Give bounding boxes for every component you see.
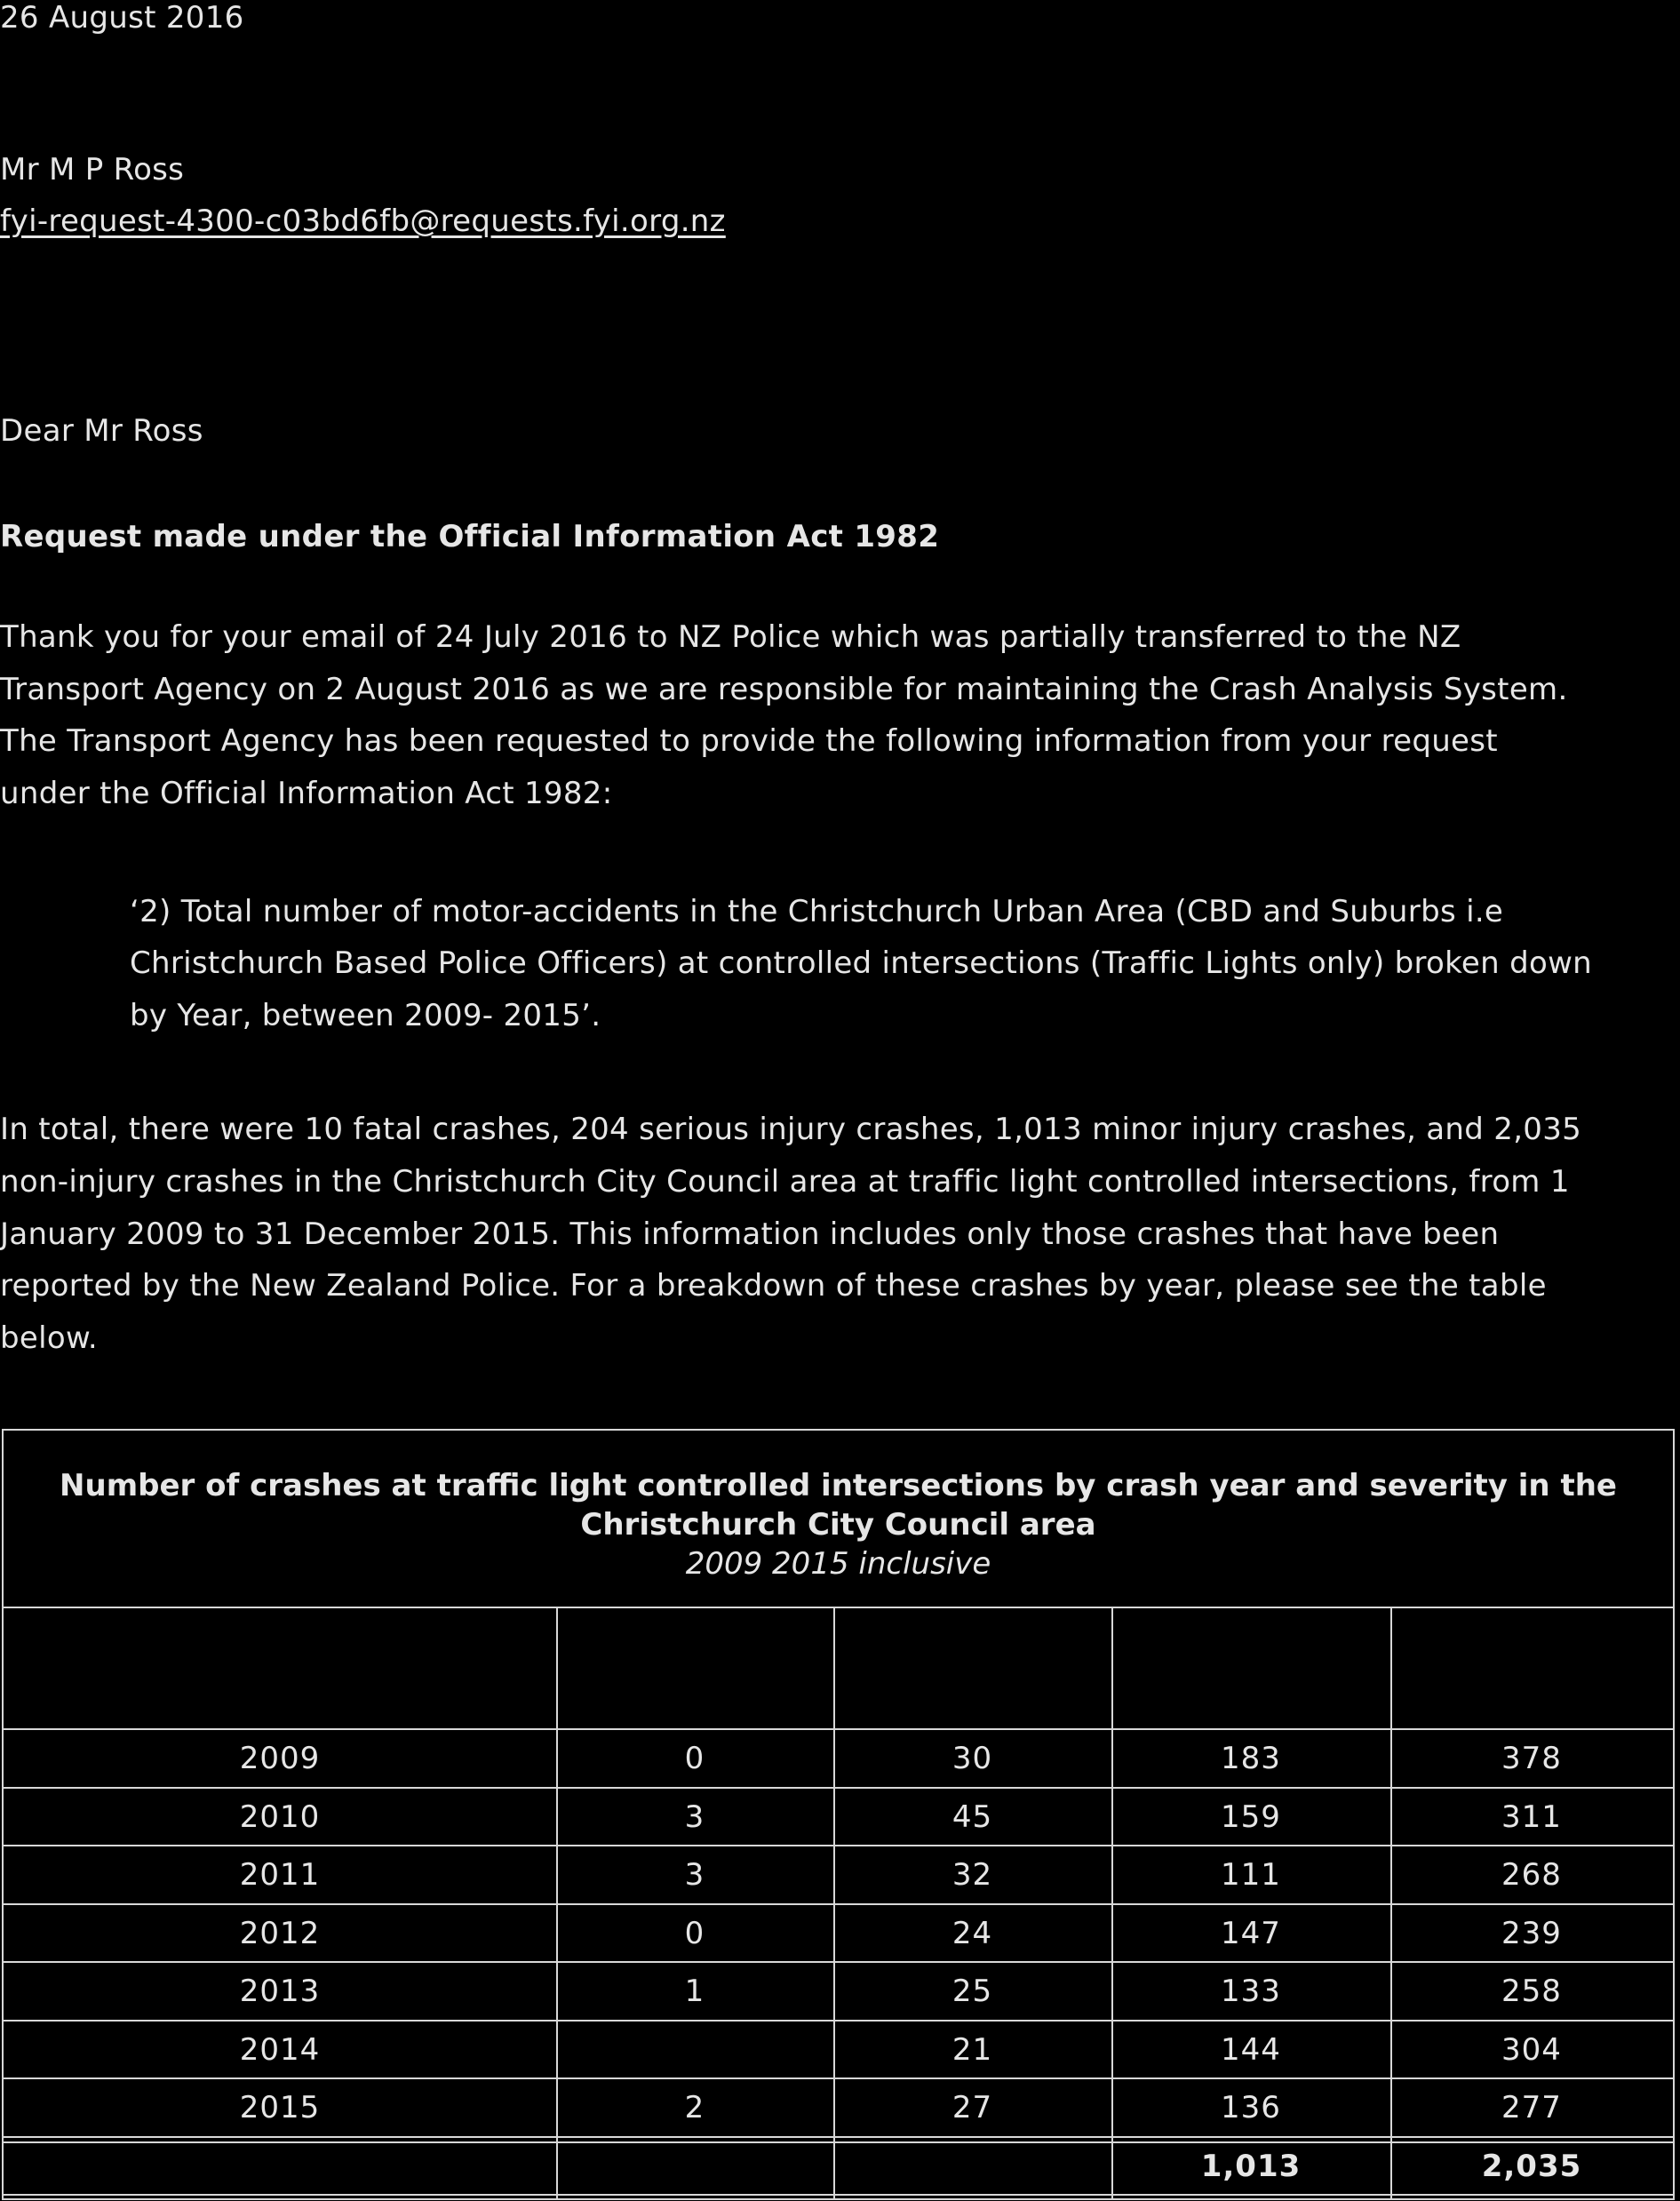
intro-line: Thank you for your email of 24 July 2016 to NZ Police which was partially transferred to the NZ <box>0 619 1461 655</box>
summary-line: reported by the New Zealand Police. For a breakdown of these crashes by year, please see the table <box>0 1268 1547 1304</box>
table-cell: 0 <box>684 1915 705 1951</box>
table-cell: 268 <box>1501 1857 1562 1893</box>
table-row-divider <box>4 2077 1673 2079</box>
table-cell: 27 <box>951 2090 993 2125</box>
quote-line: by Year, between 2009- 2015’. <box>130 998 601 1033</box>
table-cell: 258 <box>1501 1974 1562 2009</box>
table-cell: 183 <box>1221 1741 1281 1776</box>
table-cell: 2010 <box>239 1798 321 1835</box>
table-cell: 144 <box>1221 2031 1281 2068</box>
table-cell: 304 <box>1501 2031 1562 2068</box>
table-row-divider <box>4 1845 1673 1846</box>
quote-line: ‘2) Total number of motor-accidents in the Christchurch Urban Area (CBD and Suburbs i.e <box>130 894 1504 929</box>
intro-line: under the Official Information Act 1982: <box>0 776 613 811</box>
letter-date: 26 August 2016 <box>0 0 244 36</box>
table-cell: 378 <box>1501 1741 1562 1776</box>
table-totals-double-rule <box>4 2141 1673 2143</box>
table-cell: 2 <box>684 2090 705 2125</box>
intro-line: Transport Agency on 2 August 2016 as we are responsible for maintaining the Crash Analysis System. <box>0 672 1568 707</box>
table-cell: 1 <box>684 1974 705 2009</box>
table-cell: 32 <box>951 1857 993 1893</box>
table-title-line: Christchurch City Council area <box>580 1507 1096 1543</box>
table-cell: 111 <box>1221 1857 1281 1893</box>
table-row-divider <box>4 2194 1673 2196</box>
table-cell: 277 <box>1501 2090 1562 2125</box>
table-cell: 2014 <box>239 2031 321 2068</box>
table-cell: 2015 <box>239 2090 321 2125</box>
recipient-name: Mr M P Ross <box>0 152 185 187</box>
table-cell: 0 <box>684 1741 705 1776</box>
quote-line: Christchurch Based Police Officers) at controlled intersections (Traffic Lights only) broken down <box>130 945 1593 981</box>
table-subtitle: 2009 2015 inclusive <box>685 1546 991 1582</box>
table-title-block <box>4 1431 1673 1608</box>
table-cell: 3 <box>684 1857 705 1893</box>
salutation: Dear Mr Ross <box>0 413 203 449</box>
table-cell: 311 <box>1501 1798 1562 1835</box>
subject-heading: Request made under the Official Information Act 1982 <box>0 519 940 554</box>
summary-line: non-injury crashes in the Christchurch City Council area at traffic light controlled intersections, from 1 <box>0 1164 1570 1200</box>
table-total-cell: 2,035 <box>1481 2148 1582 2184</box>
table-cell: 133 <box>1221 1974 1281 2009</box>
table-row-divider <box>4 1961 1673 1963</box>
table-cell: 30 <box>951 1741 993 1776</box>
crash-table <box>2 1429 1675 2200</box>
table-cell: 2013 <box>239 1974 321 2009</box>
table-cell: 45 <box>951 1798 993 1835</box>
table-total-cell: 1,013 <box>1200 2148 1302 2184</box>
table-row-divider <box>4 1787 1673 1789</box>
table-cell: 2011 <box>239 1857 321 1893</box>
recipient-email-link[interactable]: fyi-request-4300-c03bd6fb@requests.fyi.org.nz <box>0 203 726 239</box>
table-cell: 2012 <box>239 1915 321 1951</box>
table-cell: 24 <box>951 1915 993 1951</box>
table-title-line: Number of crashes at traffic light controlled intersections by crash year and severity in the <box>60 1468 1617 1503</box>
table-cell: 136 <box>1221 2090 1281 2125</box>
table-cell: 25 <box>951 1974 993 2009</box>
table-row-divider <box>4 2020 1673 2022</box>
table-cell: 3 <box>684 1798 705 1835</box>
table-cell: 239 <box>1501 1915 1562 1951</box>
table-cell: 159 <box>1221 1798 1281 1835</box>
intro-line: The Transport Agency has been requested to provide the following information from your request <box>0 723 1498 759</box>
table-cell: 2009 <box>239 1741 321 1776</box>
table-row-divider <box>4 2136 1673 2138</box>
summary-line: In total, there were 10 fatal crashes, 204 serious injury crashes, 1,013 minor injury crashes, and 2,035 <box>0 1112 1582 1147</box>
table-header-divider <box>4 1728 1673 1730</box>
summary-line: January 2009 to 31 December 2015. This information includes only those crashes that have been <box>0 1216 1500 1252</box>
table-cell: 147 <box>1221 1915 1281 1951</box>
table-cell: 21 <box>951 2031 993 2068</box>
table-row-divider <box>4 1903 1673 1905</box>
summary-line: below. <box>0 1320 99 1356</box>
